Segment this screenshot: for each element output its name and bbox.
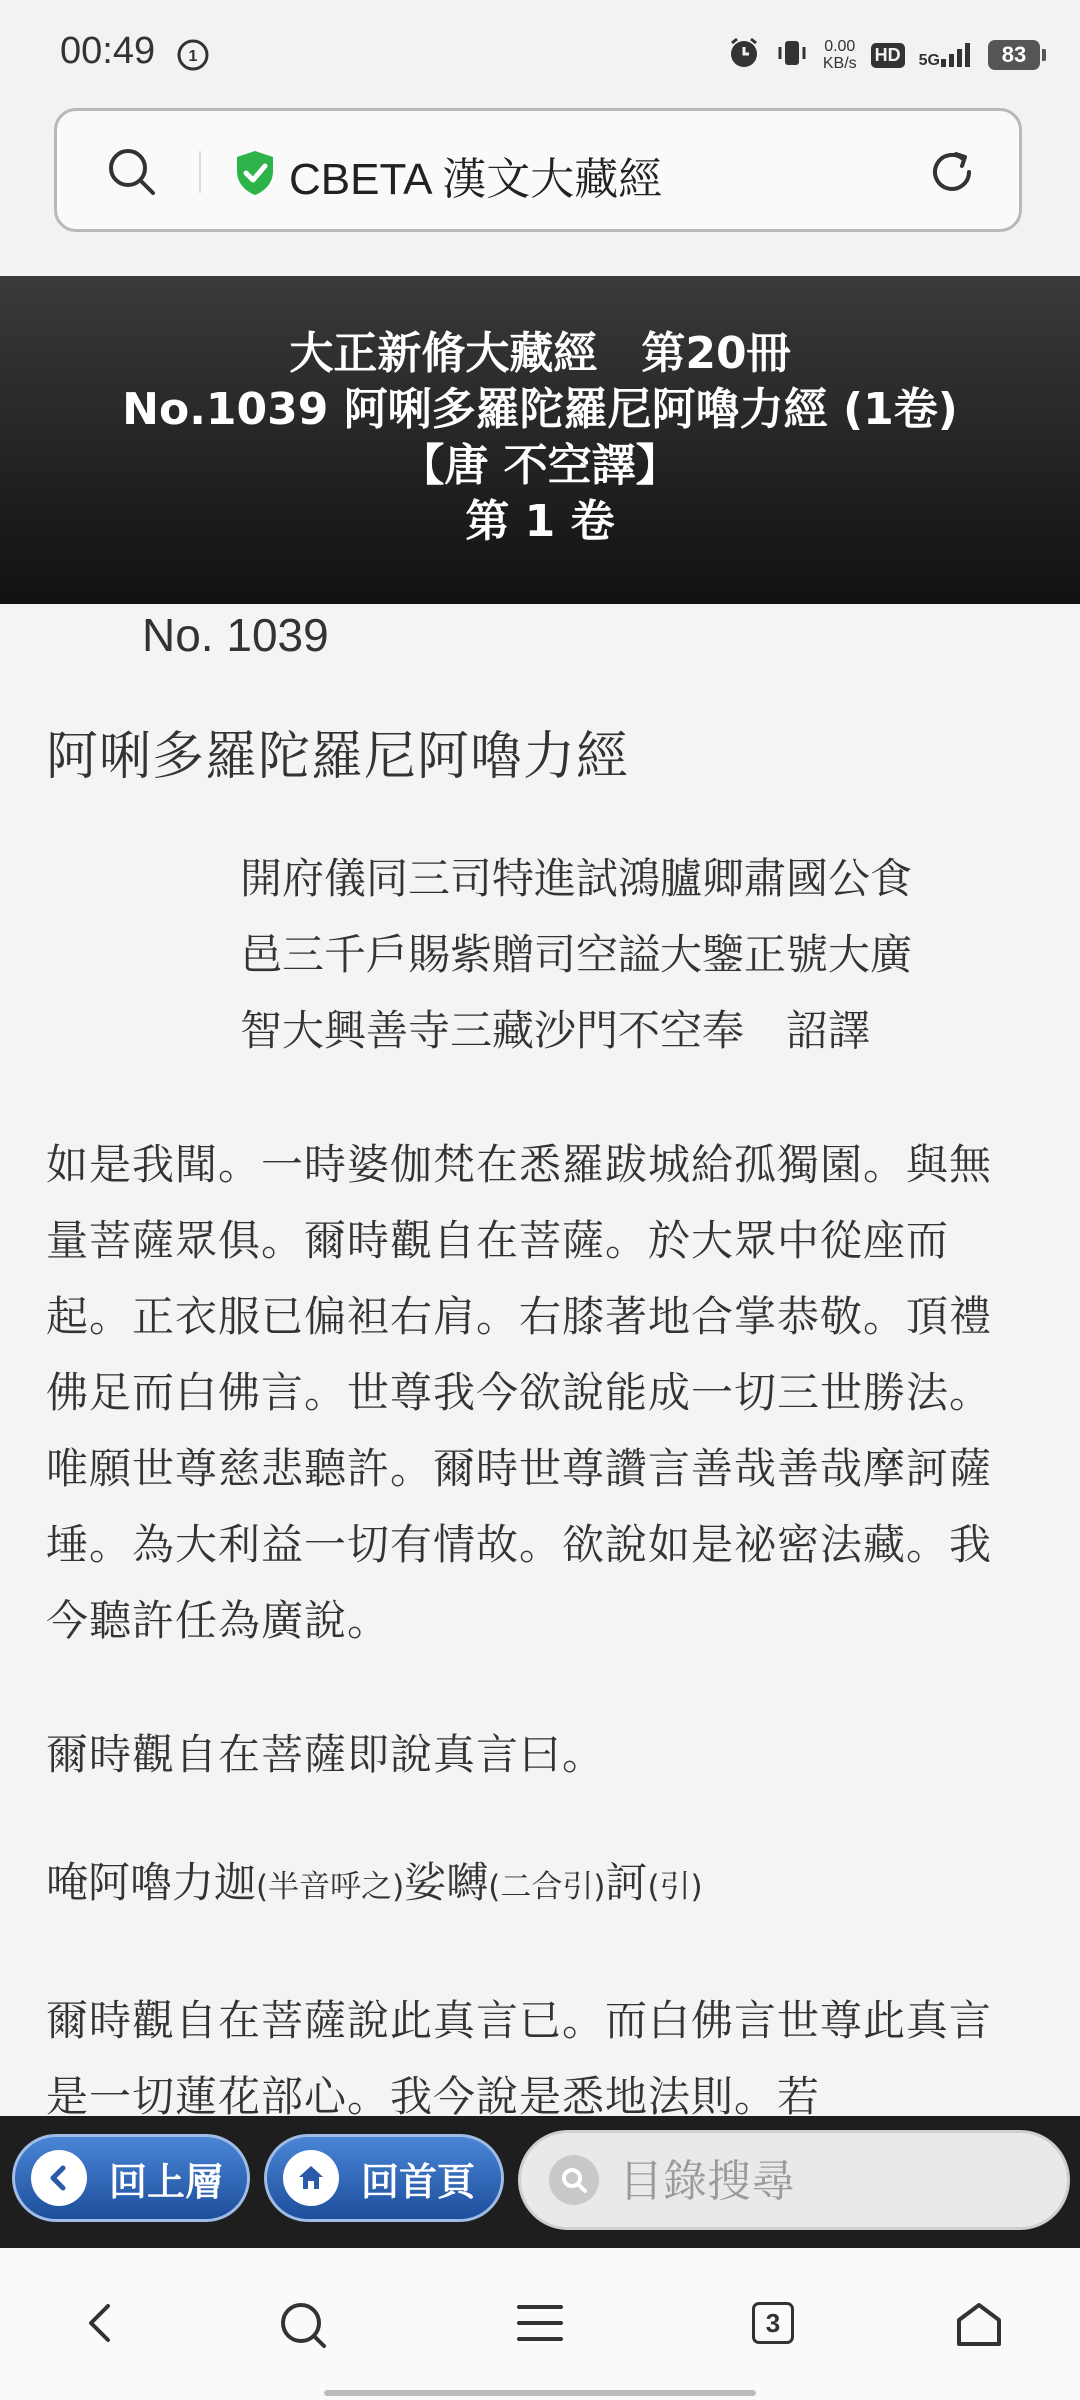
status-time: 00:49 <box>60 30 156 72</box>
mantra-note: (引) <box>647 1869 703 1905</box>
canon-volume-title: 大正新脩大藏經 第20冊 <box>289 328 791 379</box>
back-icon[interactable] <box>78 2300 124 2350</box>
fascicle-label: 第 1 卷 <box>465 496 615 547</box>
search-icon[interactable] <box>278 2300 328 2354</box>
mantra-note: (半音呼之) <box>256 1869 405 1905</box>
tabs-count-button[interactable]: 3 <box>752 2302 794 2344</box>
secure-shield-icon <box>233 149 277 201</box>
sutra-header-banner <box>0 276 1080 604</box>
home-page-icon[interactable] <box>954 2300 1004 2354</box>
browser-address-area <box>0 105 1080 275</box>
paragraph: 如是我聞。一時婆伽梵在悉羅跋城給孤獨園。與無量菩薩眾俱。爾時觀自在菩薩。於大眾中從座而起。正衣服已偏袒右肩。右膝著地合掌恭敬。頂禮佛足而白佛言。世尊我今欲說能成一切三世勝法。唯願世尊慈悲聽許。爾時世尊讚言善哉善哉摩訶薩埵。為大利益一切有情故。欲說如是祕密法藏。我今聽許任為廣說。 <box>46 1140 993 1645</box>
back-up-level-label: 回上層 <box>109 2159 224 2204</box>
mantra-note: (二合引) <box>488 1869 606 1905</box>
search-icon[interactable] <box>549 2155 599 2205</box>
sync-icon <box>176 38 210 76</box>
document-number: No. 1039 <box>142 609 329 661</box>
search-icon[interactable] <box>105 145 159 203</box>
status-icons <box>727 30 1040 80</box>
translator-line: 開府儀同三司特進試鴻臚卿肅國公食 <box>240 854 913 903</box>
menu-icon[interactable] <box>516 2300 564 2350</box>
mantra-text: 娑嚩 <box>404 1858 489 1907</box>
browser-nav-bar <box>0 2248 1080 2400</box>
site-title[interactable]: CBETA 漢文大藏經 <box>289 155 663 204</box>
sutra-number-title: No.1039 阿唎多羅陀羅尼阿嚕力經 (1卷) <box>122 384 958 435</box>
network-type: 5G <box>918 52 940 69</box>
sutra-title: 阿唎多羅陀羅尼阿嚕力經 <box>46 727 630 787</box>
home-button[interactable] <box>264 2134 504 2222</box>
net-speed-value: 0.00 <box>824 38 856 55</box>
sutra-content[interactable] <box>0 604 1080 2116</box>
bottom-toolbar <box>0 2116 1080 2248</box>
home-indicator[interactable] <box>324 2390 756 2396</box>
hd-badge: HD <box>871 43 905 68</box>
mantra <box>46 1845 1034 1925</box>
battery-icon: 83 <box>988 40 1040 70</box>
translator-dynasty: 【唐 不空譯】 <box>400 440 680 491</box>
vibrate-icon <box>775 36 809 74</box>
translator-line: 智大興善寺三藏沙門不空奉 詔譯 <box>240 1006 871 1055</box>
back-up-level-button[interactable] <box>12 2134 250 2222</box>
address-divider <box>199 151 201 193</box>
alarm-icon <box>727 36 761 74</box>
signal-icon <box>919 41 974 69</box>
catalog-search-input[interactable] <box>617 2147 1041 2215</box>
home-label: 回首頁 <box>361 2159 476 2204</box>
catalog-search-box[interactable] <box>518 2130 1070 2230</box>
paragraph: 爾時觀自在菩薩說此真言已。而白佛言世尊此真言是一切蓮花部心。我今說是悉地法則。若 <box>46 1996 993 2116</box>
net-speed <box>823 38 857 72</box>
chevron-left-icon <box>31 2150 87 2206</box>
svg-text:1: 1 <box>188 48 198 65</box>
reload-icon[interactable] <box>925 145 979 203</box>
status-bar <box>0 0 1080 105</box>
mantra-text: 訶 <box>605 1858 648 1907</box>
paragraph: 爾時觀自在菩薩即說真言曰。 <box>46 1730 606 1779</box>
net-speed-unit: KB/s <box>822 55 857 72</box>
translator-info <box>240 841 1034 1069</box>
home-icon <box>283 2150 339 2206</box>
translator-line: 邑三千戶賜紫贈司空謚大鑒正號大廣 <box>240 930 913 979</box>
mantra-text: 唵阿嚕力迦 <box>46 1858 257 1907</box>
address-bar[interactable] <box>54 108 1022 232</box>
